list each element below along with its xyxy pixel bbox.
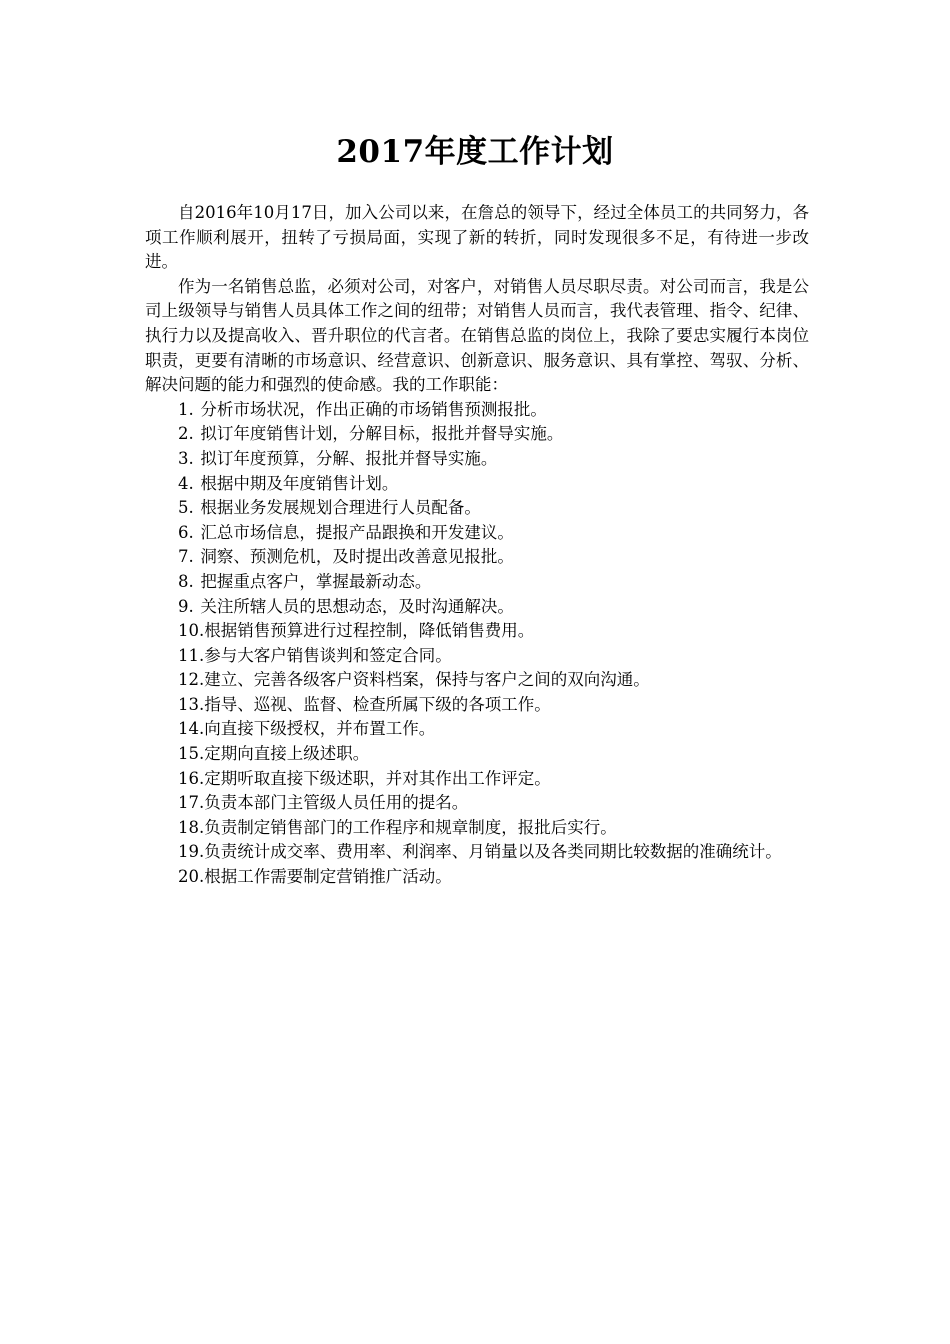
item-text: 参与大客户销售谈判和签定合同。	[204, 645, 452, 665]
item-text: 根据业务发展规划合理进行人员配备。	[200, 498, 481, 518]
item-number: 20.	[178, 867, 205, 887]
item-number: 18.	[178, 817, 205, 837]
item-number: 7.	[178, 547, 194, 567]
item-text: 向直接下级授权，并布置工作。	[204, 719, 436, 739]
document-body	[145, 201, 809, 890]
document-title: 2017年度工作计划	[336, 134, 614, 170]
list-item	[145, 767, 809, 792]
item-number: 10.	[178, 621, 205, 641]
item-number: 1.	[178, 399, 194, 419]
item-number: 14.	[178, 719, 205, 739]
item-number: 19.	[178, 842, 205, 862]
item-text: 根据销售预算进行过程控制，降低销售费用。	[204, 621, 535, 641]
list-item	[145, 717, 809, 742]
item-number: 12.	[178, 670, 205, 690]
duties-list	[145, 398, 809, 890]
list-item	[145, 447, 809, 472]
item-text: 分析市场状况，作出正确的市场销售预测报批。	[200, 399, 547, 419]
list-item	[145, 668, 809, 693]
item-number: 15.	[178, 744, 205, 764]
item-text: 拟订年度预算，分解、报批并督导实施。	[200, 448, 498, 468]
item-text: 负责统计成交率、费用率、利润率、月销量以及各类同期比较数据的准确统计。	[204, 842, 782, 862]
list-item	[145, 595, 809, 620]
item-text: 建立、完善各级客户资料档案，保持与客户之间的双向沟通。	[204, 670, 650, 690]
role-paragraph: 作为一名销售总监，必须对公司，对客户，对销售人员尽职尽责。对公司而言，我是公司上级领导与销售人员具体工作之间的纽带；对销售人员而言，我代表管理、指令、纪律、执行力以及提高收入、晋升职位的代言者。在销售总监的岗位上，我除了要忠实履行本岗位职责，更要有清晰的市场意识、经营意识、创新意识、服务意识、具有掌控、驾驭、分析、解决问题的能力和强烈的使命感。我的工作职能：	[145, 276, 809, 395]
list-item	[145, 693, 809, 718]
item-text: 关注所辖人员的思想动态，及时沟通解决。	[200, 596, 514, 616]
list-item	[145, 422, 809, 447]
item-number: 17.	[178, 793, 205, 813]
list-item	[145, 619, 809, 644]
item-text: 定期向直接上级述职。	[204, 744, 370, 764]
item-text: 负责本部门主管级人员任用的提名。	[204, 793, 469, 813]
item-text: 指导、巡视、监督、检查所属下级的各项工作。	[204, 694, 551, 714]
item-text: 把握重点客户，掌握最新动态。	[200, 571, 432, 591]
item-number: 13.	[178, 694, 205, 714]
item-number: 4.	[178, 473, 194, 493]
list-item	[145, 791, 809, 816]
item-number: 16.	[178, 768, 205, 788]
item-number: 5.	[178, 498, 194, 518]
list-item	[145, 742, 809, 767]
item-text: 根据工作需要制定营销推广活动。	[204, 867, 452, 887]
item-text: 洞察、预测危机，及时提出改善意见报批。	[200, 547, 514, 567]
list-item	[145, 472, 809, 497]
list-item	[145, 840, 809, 865]
list-item	[145, 570, 809, 595]
list-item	[145, 865, 809, 890]
intro-paragraph: 自2016年10月17日，加入公司以来，在詹总的领导下，经过全体员工的共同努力，各项工作顺利展开，扭转了亏损局面，实现了新的转折，同时发现很多不足，有待进一步改进。	[145, 203, 809, 272]
item-text: 拟订年度销售计划，分解目标，报批并督导实施。	[200, 424, 564, 444]
item-number: 3.	[178, 448, 194, 468]
item-number: 6.	[178, 522, 194, 542]
item-text: 负责制定销售部门的工作程序和规章制度，报批后实行。	[204, 817, 617, 837]
item-number: 8.	[178, 571, 194, 591]
item-number: 2.	[178, 424, 194, 444]
item-number: 9.	[178, 596, 194, 616]
item-number: 11.	[178, 645, 205, 665]
list-item	[145, 545, 809, 570]
list-item	[145, 496, 809, 521]
item-text: 定期听取直接下级述职，并对其作出工作评定。	[204, 768, 551, 788]
item-text: 根据中期及年度销售计划。	[200, 473, 399, 493]
list-item	[145, 398, 809, 423]
list-item	[145, 521, 809, 546]
list-item	[145, 644, 809, 669]
list-item	[145, 816, 809, 841]
item-text: 汇总市场信息，提报产品跟换和开发建议。	[200, 522, 514, 542]
